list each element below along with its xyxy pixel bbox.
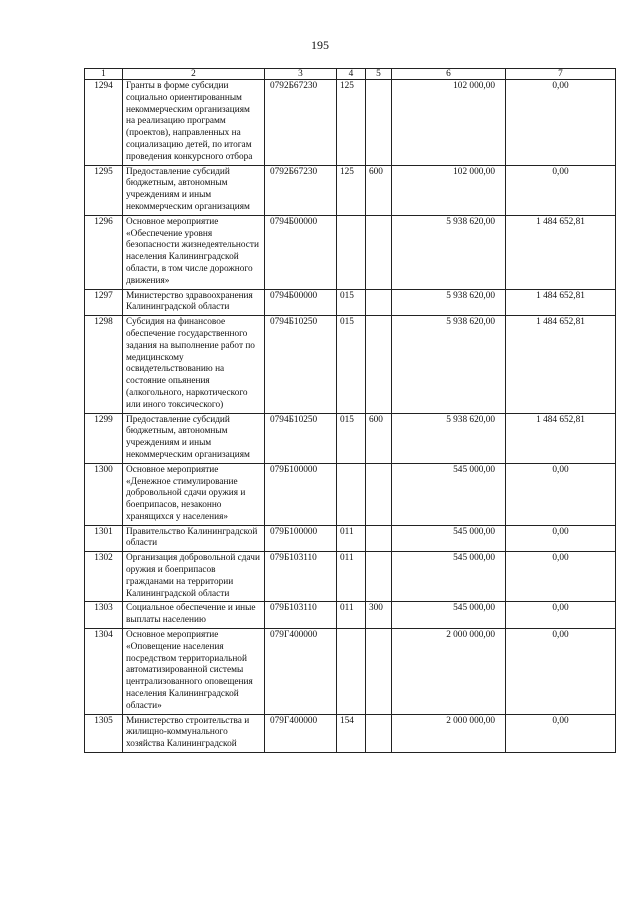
table-row [85, 629, 616, 715]
row-amount: 545 000,00 [392, 463, 506, 525]
row-amount-2: 0,00 [506, 165, 616, 215]
row-number: 1305 [85, 714, 123, 752]
header-row [85, 69, 616, 80]
row-code: 0792Б67230 [265, 80, 337, 166]
row-code: 0794Б00000 [265, 215, 337, 289]
row-amount-2: 0,00 [506, 629, 616, 715]
row-number: 1295 [85, 165, 123, 215]
row-column-5 [366, 552, 392, 602]
row-code: 079Г400000 [265, 714, 337, 752]
row-column-4: 125 [337, 80, 366, 166]
row-code: 079Б100000 [265, 525, 337, 552]
table-row [85, 80, 616, 166]
row-amount: 102 000,00 [392, 80, 506, 166]
column-header: 6 [392, 69, 506, 80]
row-amount-2: 1 484 652,81 [506, 289, 616, 316]
column-header: 5 [366, 69, 392, 80]
row-column-5 [366, 714, 392, 752]
row-code: 079Б103110 [265, 552, 337, 602]
row-number: 1297 [85, 289, 123, 316]
row-code: 079Г400000 [265, 629, 337, 715]
row-name: Гранты в форме субсидии социально ориентированным некоммерческим организациям на реализацию программ (проектов), направленных на социализацию детей, по итогам проведения конкурсного отбора [123, 80, 265, 166]
table-row [85, 463, 616, 525]
row-name: Министерство здравоохранения Калининградской области [123, 289, 265, 316]
row-column-5 [366, 80, 392, 166]
row-name: Правительство Калининградской области [123, 525, 265, 552]
row-number: 1300 [85, 463, 123, 525]
table-row [85, 714, 616, 752]
row-name: Основное мероприятие «Обеспечение уровня безопасности жизнедеятельности населения Калининградской области, в том числе дорожного движения» [123, 215, 265, 289]
row-column-5 [366, 463, 392, 525]
column-header: 7 [506, 69, 616, 80]
row-amount: 5 938 620,00 [392, 316, 506, 413]
row-column-4 [337, 629, 366, 715]
row-name: Социальное обеспечение и иные выплаты населению [123, 602, 265, 629]
row-column-4: 015 [337, 316, 366, 413]
column-header: 4 [337, 69, 366, 80]
row-code: 0794Б10250 [265, 413, 337, 463]
table-row [85, 165, 616, 215]
row-name: Предоставление субсидий бюджетным, автономным учреждениям и иным некоммерческим организациям [123, 413, 265, 463]
row-amount: 2 000 000,00 [392, 714, 506, 752]
column-header: 1 [85, 69, 123, 80]
row-column-5 [366, 525, 392, 552]
row-column-5: 600 [366, 165, 392, 215]
row-amount-2: 1 484 652,81 [506, 316, 616, 413]
table-row [85, 525, 616, 552]
budget-table [84, 68, 616, 753]
row-code: 079Б103110 [265, 602, 337, 629]
row-number: 1302 [85, 552, 123, 602]
row-column-4 [337, 215, 366, 289]
row-column-4: 015 [337, 289, 366, 316]
row-amount: 5 938 620,00 [392, 289, 506, 316]
row-amount-2: 1 484 652,81 [506, 215, 616, 289]
row-number: 1296 [85, 215, 123, 289]
row-name: Субсидия на финансовое обеспечение государственного задания на выполнение работ по медицинскому освидетельствованию на состояние опьянения (алкогольного, наркотического или иного токсического) [123, 316, 265, 413]
row-amount-2: 0,00 [506, 80, 616, 166]
table-row [85, 413, 616, 463]
row-column-4: 011 [337, 552, 366, 602]
column-header: 2 [123, 69, 265, 80]
table-row [85, 316, 616, 413]
row-number: 1294 [85, 80, 123, 166]
page-number: 195 [311, 38, 329, 52]
row-column-5 [366, 316, 392, 413]
row-amount-2: 0,00 [506, 602, 616, 629]
row-column-4: 011 [337, 525, 366, 552]
row-amount: 102 000,00 [392, 165, 506, 215]
row-amount: 545 000,00 [392, 525, 506, 552]
row-column-5: 600 [366, 413, 392, 463]
row-column-5 [366, 629, 392, 715]
row-column-5 [366, 289, 392, 316]
row-amount-2: 0,00 [506, 463, 616, 525]
row-amount-2: 1 484 652,81 [506, 413, 616, 463]
row-amount: 5 938 620,00 [392, 215, 506, 289]
row-name: Предоставление субсидий бюджетным, автономным учреждениям и иным некоммерческим организациям [123, 165, 265, 215]
table-row [85, 215, 616, 289]
table-row [85, 289, 616, 316]
table-row [85, 602, 616, 629]
row-amount: 2 000 000,00 [392, 629, 506, 715]
row-column-4: 015 [337, 413, 366, 463]
row-column-4: 154 [337, 714, 366, 752]
row-number: 1298 [85, 316, 123, 413]
row-number: 1301 [85, 525, 123, 552]
row-column-5: 300 [366, 602, 392, 629]
row-code: 079Б100000 [265, 463, 337, 525]
row-name: Организация добровольной сдачи оружия и боеприпасов гражданами на территории Калининградской области [123, 552, 265, 602]
row-name: Основное мероприятие «Оповещение населения посредством территориальной автоматизированной системы централизованного оповещения населения Калининградской области» [123, 629, 265, 715]
row-amount-2: 0,00 [506, 552, 616, 602]
row-column-4: 125 [337, 165, 366, 215]
row-amount: 545 000,00 [392, 602, 506, 629]
row-code: 0794Б10250 [265, 316, 337, 413]
row-amount-2: 0,00 [506, 714, 616, 752]
table-row [85, 552, 616, 602]
row-column-4 [337, 463, 366, 525]
row-name: Министерство строительства и жилищно-коммунального хозяйства Калининградской [123, 714, 265, 752]
row-code: 0794Б00000 [265, 289, 337, 316]
column-header: 3 [265, 69, 337, 80]
row-number: 1304 [85, 629, 123, 715]
row-code: 0792Б67230 [265, 165, 337, 215]
row-number: 1299 [85, 413, 123, 463]
row-amount: 5 938 620,00 [392, 413, 506, 463]
row-column-4: 011 [337, 602, 366, 629]
row-column-5 [366, 215, 392, 289]
row-number: 1303 [85, 602, 123, 629]
row-amount: 545 000,00 [392, 552, 506, 602]
row-amount-2: 0,00 [506, 525, 616, 552]
row-name: Основное мероприятие «Денежное стимулирование добровольной сдачи оружия и боеприпасов, незаконно хранящихся у населения» [123, 463, 265, 525]
